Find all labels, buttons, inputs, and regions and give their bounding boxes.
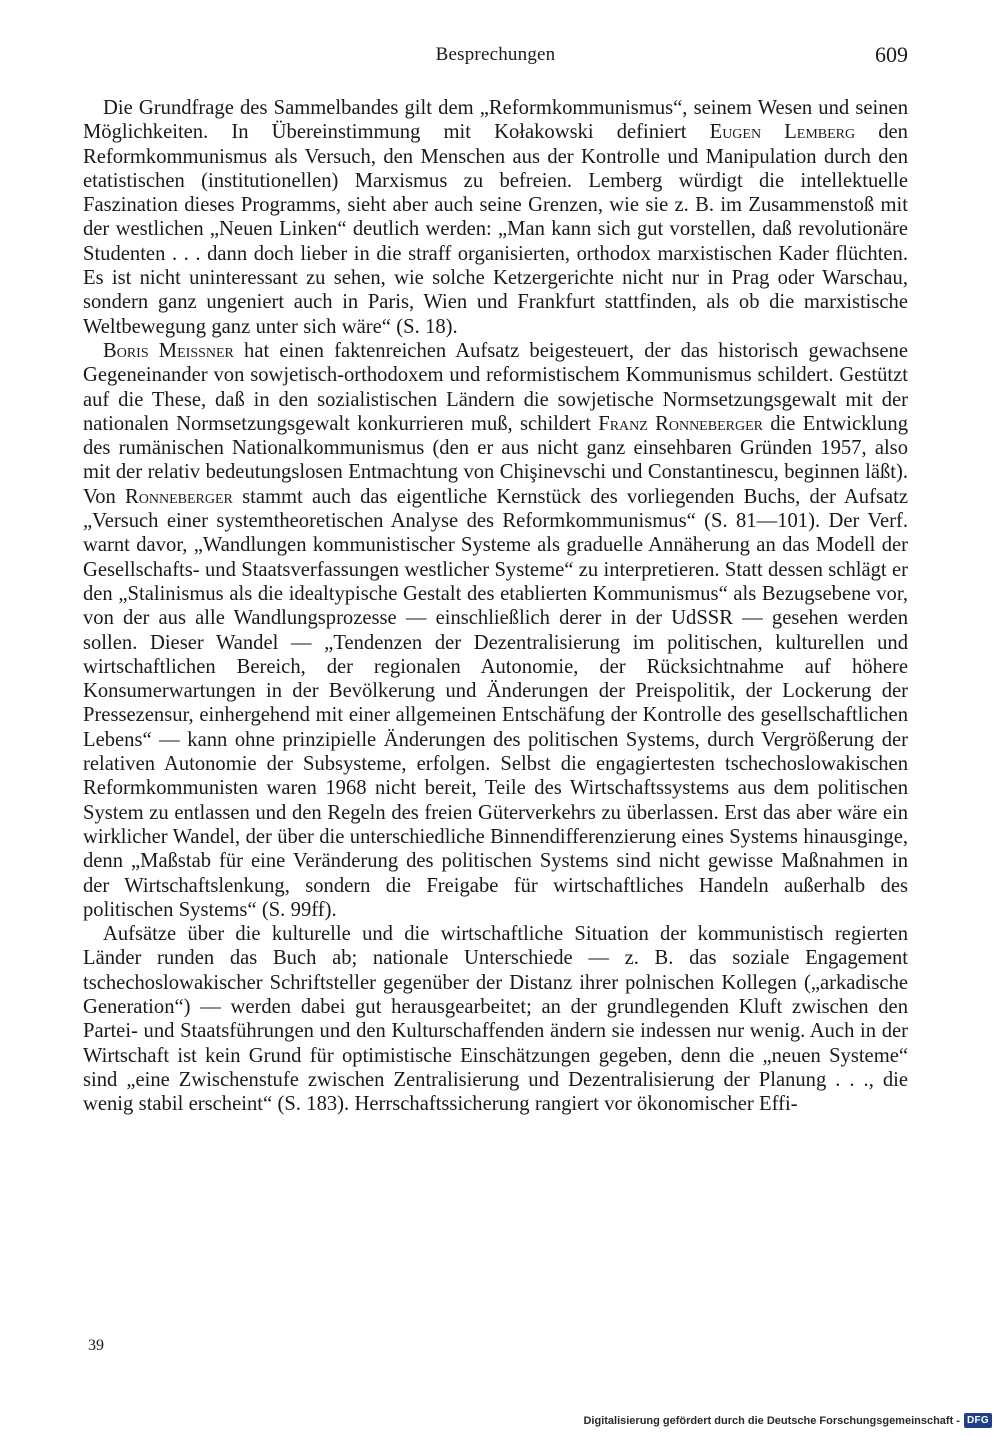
text-segment: Aufsätze über die kulturelle und die wirtschaftliche Situation der kommunistisch regierten Länder runden das Buch ab; nationale Unterschiede — z. B. das soziale Engagement tschechoslowakischer Schriftsteller gegenüber der Distanz ihrer polnischen Kollegen („arkadische Generation“) — werden dabei gut herausgearbeitet; an der grundlegenden Kluft zwischen den Partei- und Staatsführungen und den Kulturschaffenden ändern sie indessen nur wenig. Auch in der Wirtschaft ist kein Grund für optimistische Einschätzungen gegeben, denn die „neuen Systeme“ sind „eine Zwischenstufe zwischen Zentralisierung und Dezentralisierung der Planung . . ., die wenig stabil erscheint“ (S. 183). Herrschaftssicherung rangiert vor ökonomischer Effi- <box>83 923 908 1116</box>
author-name: Eugen Lemberg <box>709 121 856 144</box>
text-segment: den Reformkommunismus als Versuch, den Menschen aus der Kontrolle und Manipulation durch den etatistischen (institutionellen) Marxismus zu befreien. Lemberg würdigt die intellektuelle Faszination dieses Programms, sieht aber auch seine Grenzen, wie sie z. B. im Zusammenstoß mit der westlichen „Neuen Linken“ deutlich werden: „Man kann sich gut vorstellen, daß revolutionäre Studenten . . . dann doch lieber in die straff organisierten, orthodox marxistischen Kader flüchten. Es ist nicht uninteressant zu sehen, wie solche Ketzergerichte nicht nur in Prag oder Warschau, sondern ganz ungeniert auch in Paris, Wien und Frankfurt stattfinden, als ob die marxistische Weltbewegung ganz unter sich wäre“ (S. 18). <box>83 121 908 338</box>
dfg-logo-icon: DFG <box>964 1413 992 1428</box>
digitization-footer <box>583 1413 992 1428</box>
author-name: Franz Ronneberger <box>598 412 763 435</box>
paragraph <box>83 922 908 1116</box>
footer-credit: Digitalisierung gefördert durch die Deutsche Forschungsgemeinschaft - <box>583 1414 960 1427</box>
paragraph <box>83 339 908 922</box>
text-segment: stammt auch das eigentliche Kernstück des vorliegenden Buchs, der Aufsatz „Versuch einer systemtheoretischen Analyse des Reformkommunismus“ (S. 81—101). Der Verf. warnt davor, „Wandlungen kommunistischer Systeme als graduelle Annäherung an das Modell der Gesellschafts- und Staatsverfassungen westlicher Systeme“ zu interpretieren. Statt dessen schlägt er den „Stalinismus als die idealtypische Gestalt des etablierten Kommunismus“ als Bezugsebene vor, von der aus alle Wandlungsprozesse — einschließlich derer in der UdSSR — gesehen werden sollen. Dieser Wandel — „Tendenzen der Dezentralisierung im politischen, kulturellen und wirtschaftlichen Bereich, der regionalen Autonomie, der Rücksichtnahme auf höhere Konsumerwartungen in der Bevölkerung und Änderungen der Preispolitik, der Lockerung der Pressezensur, einhergehend mit einer allgemeinen Entschäfung der Kontrolle des gesellschaftlichen Lebens“ — kann ohne prinzipielle Änderungen des politischen Systems, durch Vergrößerung der relativen Autonomie der Subsysteme, erfolgen. Selbst die engagiertesten tschechoslowakischen Reformkommunisten waren 1968 nicht bereit, Teile des Wirtschaftssystems aus dem politischen System zu entlassen und den Regeln des freien Güterverkehrs zu überlassen. Erst das aber wäre ein wirklicher Wandel, der über die unterschiedliche Binnendifferenzierung eines Systems hinausginge, denn „Maßstab für eine Veränderung des politischen Systems sind nicht gewisse Maßnahmen in der Wirtschaftslenkung, sondern die Freigabe für wirtschaftliches Handeln außerhalb des politischen Systems“ (S. 99ff). <box>83 485 908 921</box>
author-name: Boris Meissner <box>103 339 234 362</box>
paragraph <box>83 96 908 339</box>
running-title: Besprechungen <box>435 44 556 65</box>
running-head <box>83 44 908 74</box>
page-number: 609 <box>875 42 908 67</box>
author-name: Ronneberger <box>125 485 233 508</box>
text-segment: Die Grundfrage des Sammelbandes gilt dem „Reformkommunismus“, seinem Wesen und seinen Möglichkeiten. In Übereinstimmung mit Kołakowski definiert <box>83 97 908 144</box>
text-segment: hat einen faktenreichen Aufsatz beigesteuert, der das historisch gewachsene Gegeneinander von sowjetisch-orthodoxem und reformistischem Kommunismus schildert. Gestützt auf die These, daß in den sozialistischen Ländern die sowjetische Normsetzungsgewalt mit der nationalen Normsetzungsgewalt konkurrieren muß, schildert <box>83 339 908 435</box>
signature-mark: 39 <box>88 1337 104 1354</box>
text-segment: die Entwicklung des rumänischen Nationalkommunismus (den er aus nicht ganz einsehbaren Gründen 1957, also mit der relativ bedeutungslosen Entmachtung von Chişinevschi und Constantinescu, beginnen läßt). Von <box>83 412 908 508</box>
body-text <box>83 96 908 1116</box>
